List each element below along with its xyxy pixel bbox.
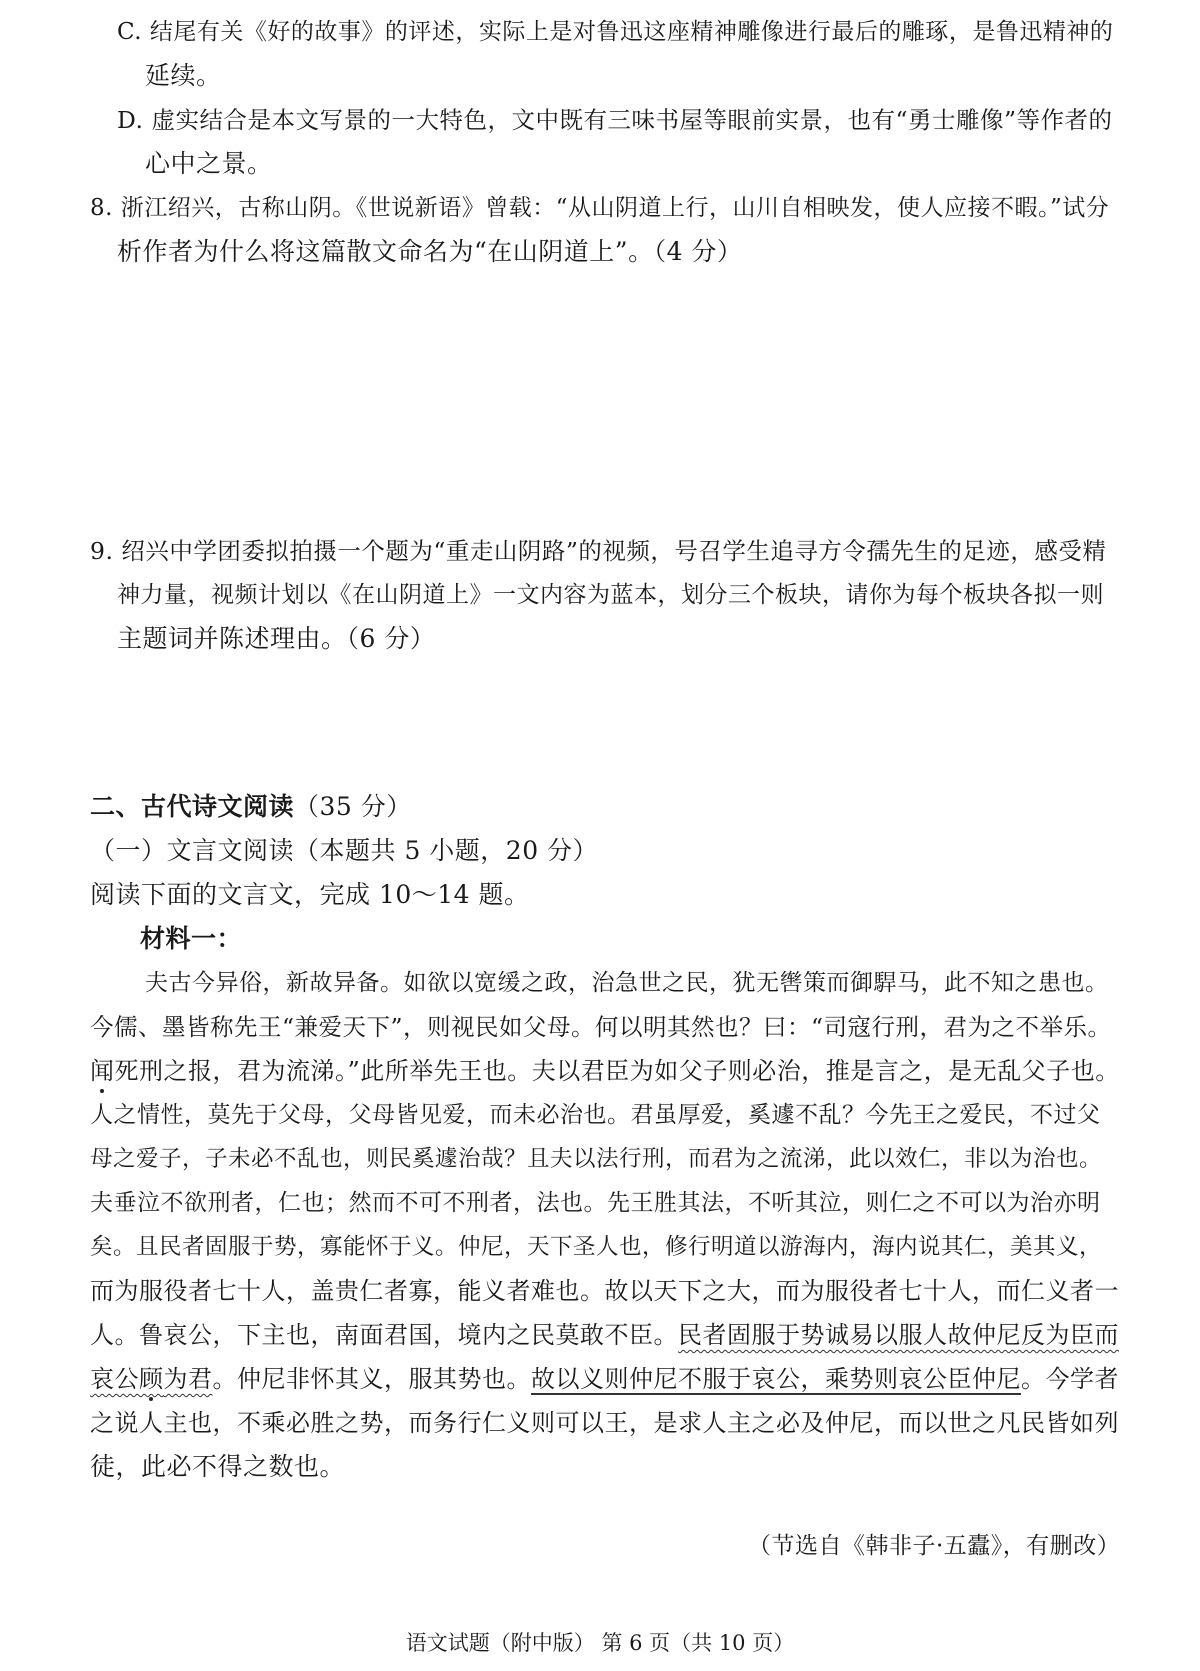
wavy-underlined-sentence [90, 1365, 213, 1393]
page-footer: 语文试题（附中版） 第 6 页（共 10 页） [405, 1631, 795, 1655]
emphasis-dot-char: 闻 [90, 1057, 115, 1085]
question-8-line-2: 析作者为什么将这篇散文命名为“在山阴道上”。（4 分） [117, 237, 743, 266]
passage-text: 人。鲁哀公，下主也，南面君国，境内之民莫敢不臣。 [90, 1321, 678, 1349]
passage-line-7: 矣。且民者固服于势，寡能怀于义。仲尼，天下圣人也，修行明道以游海内，海内说其仁，美其义， [90, 1234, 1103, 1260]
section-heading-title: 二、古代诗文阅读 [90, 792, 295, 821]
question-9-line-2: 神力量，视频计划以《在山阴道上》一文内容为蓝本，划分三个板块，请你为每个板块各拟一则 [117, 582, 1104, 608]
passage-line-5: 母之爱子，子未必不乱也，则民奚遽治哉？且夫以法行刑，而君为之流涕，此以效仁，非以为治也。 [90, 1146, 1103, 1172]
option-d-line-2: 心中之景。 [145, 149, 273, 178]
option-c-line-2: 延续。 [145, 61, 222, 90]
passage-line-10 [90, 1361, 1119, 1397]
passage-text: 死刑之报，君为流涕。”此所举先王也。夫以君臣为如父子则必治，推是言之，是无乱父子也。 [114, 1057, 1120, 1085]
passage-line-2: 今儒、墨皆称先王“兼爱天下”，则视民如父母。何以明其然也？曰：“司寇行刑，君为之不举乐。 [90, 1013, 1112, 1041]
section-heading [90, 789, 412, 825]
question-8-line-1: 8. 浙江绍兴，古称山阴。《世说新语》曾载：“从山阴道上行，山川自相映发，使人应接不暇。”试分 [90, 195, 1110, 221]
emphasis-dot-char: 顾 [139, 1365, 164, 1393]
straight-underlined-sentence: 故以义则仲尼不服于哀公，乘势则哀公臣仲尼 [531, 1365, 1021, 1393]
passage-text: 。今学者 [1021, 1365, 1119, 1393]
question-9-line-3: 主题词并陈述理由。（6 分） [117, 624, 436, 653]
option-d-line-1: D. 虚实结合是本文写景的一大特色，文中既有三味书屋等眼前实景，也有“勇士雕像”等作者的 [117, 106, 1113, 134]
passage-line-4: 人之情性，莫先于父母，父母皆见爱，而未必治也。君虽厚爱，奚遽不乱？今先王之爱民，不过父 [90, 1102, 1101, 1128]
passage-line-9 [90, 1317, 1119, 1353]
reading-instruction: 阅读下面的文言文，完成 10～14 题。 [90, 880, 530, 909]
question-9-line-1: 9. 绍兴中学团委拟拍摄一个题为“重走山阴路”的视频，号召学生追寻方令孺先生的足迹，感受精 [90, 537, 1107, 565]
section-heading-points: （35 分） [294, 792, 412, 821]
option-c-line-1: C. 结尾有关《好的故事》的评述，实际上是对鲁迅这座精神雕像进行最后的雕琢，是鲁迅精神的 [117, 19, 1114, 45]
passage-line-12: 徒，此必不得之数也。 [90, 1452, 346, 1481]
passage-source: （节选自《韩非子·五蠹》，有删改） [748, 1533, 1121, 1559]
passage-line-6: 夫垂泣不欲刑者，仁也；然而不可不刑者，法也。先王胜其法，不听其泣，则仁之不可以为治亦明 [90, 1190, 1101, 1216]
passage-line-8: 而为服役者七十人，盖贵仁者寡，能义者难也。故以天下之大，而为服役者七十人，而仁义者一 [90, 1277, 1119, 1305]
passage-text: 为君 [163, 1365, 213, 1393]
passage-line-3 [90, 1053, 1120, 1089]
material-one-label: 材料一： [140, 924, 243, 953]
wavy-underlined-sentence: 民者固服于势诚易以服人故仲尼反为臣而 [678, 1321, 1119, 1349]
passage-line-11: 之说人主也，不乘必胜之势，而务行仁义则可以王，是求人主之必及仲尼，而以世之凡民皆如列 [90, 1409, 1119, 1437]
passage-text: 。仲尼非怀其义，服其势也。 [212, 1365, 531, 1393]
passage-line-1: 夫古今异俗，新故异备。如欲以宽缓之政，治急世之民，犹无辔策而御駻马，此不知之患也。 [145, 970, 1109, 996]
passage-text: 哀公 [90, 1365, 139, 1393]
subsection-heading: （一）文言文阅读（本题共 5 小题，20 分） [90, 836, 599, 865]
